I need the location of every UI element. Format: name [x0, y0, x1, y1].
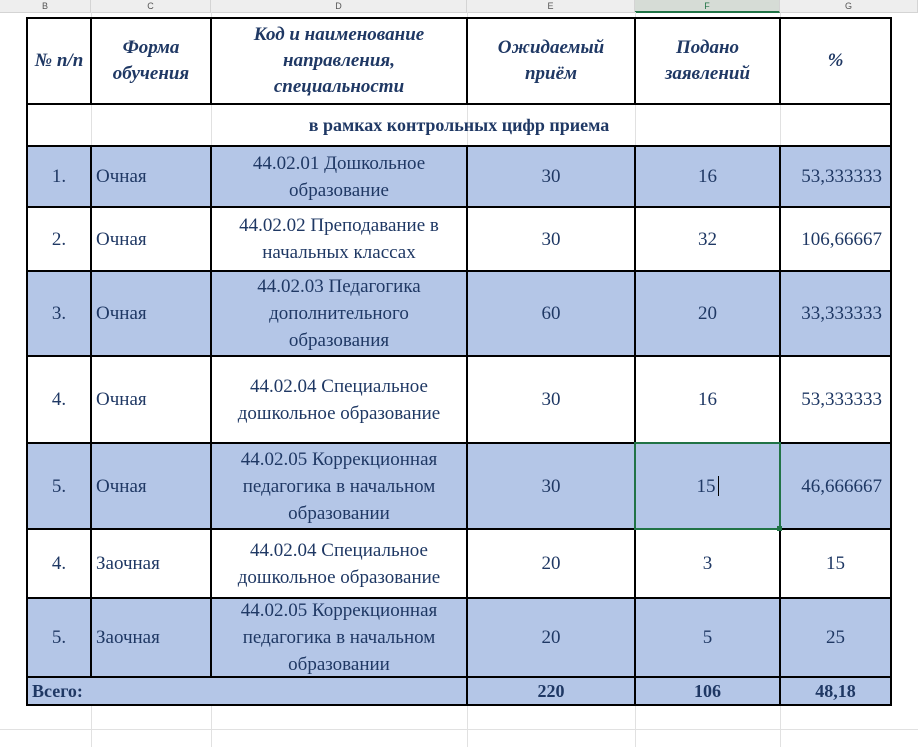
cell-form-text: Очная — [96, 389, 147, 410]
cell-form-text: Очная — [96, 166, 147, 187]
cell-program-text: 44.02.04 Специальное дошкольное образование — [237, 539, 441, 588]
cell-percent-text: 53,333333 — [801, 166, 882, 187]
header-num[interactable]: № п/п — [34, 50, 84, 71]
column-header-f[interactable]: F — [635, 0, 780, 13]
cell-submitted[interactable] — [635, 207, 780, 271]
cell-percent[interactable] — [780, 356, 891, 443]
cell-form[interactable] — [91, 146, 211, 207]
header-percent[interactable]: % — [827, 50, 844, 71]
cell-program[interactable] — [211, 529, 467, 598]
cell-expected-text: 30 — [541, 166, 561, 187]
cell-expected-text: 30 — [541, 389, 561, 410]
cell-program-text: 44.02.01 Дошкольное образование — [252, 152, 426, 201]
cell-percent[interactable] — [780, 598, 891, 677]
cell-percent-text: 15 — [826, 553, 845, 574]
cell-submitted[interactable] — [635, 356, 780, 443]
cell-program[interactable] — [211, 271, 467, 356]
column-header-b[interactable]: B — [0, 0, 91, 12]
cell-submitted-text: 16 — [698, 166, 717, 187]
cell-submitted-text: 20 — [698, 303, 717, 324]
cell-expected[interactable] — [467, 146, 635, 207]
cell-num[interactable] — [27, 529, 91, 598]
cell-form[interactable] — [91, 529, 211, 598]
cell-program-text: 44.02.02 Преподавание в начальных классах — [239, 215, 439, 263]
cell-submitted-text: 5 — [702, 627, 713, 648]
cell-program[interactable] — [211, 356, 467, 443]
cell-submitted[interactable] — [635, 271, 780, 356]
column-header-d[interactable]: D — [211, 0, 467, 12]
cell-program-text: 44.02.03 Педагогика дополнительного образования — [257, 276, 421, 351]
cell-percent[interactable] — [780, 529, 891, 598]
column-header-g[interactable]: G — [780, 0, 918, 12]
total-percent[interactable]: 48,18 — [815, 680, 856, 701]
cell-expected-text: 20 — [541, 627, 561, 648]
cell-expected-text: 30 — [541, 228, 561, 250]
cell-num[interactable] — [27, 443, 91, 529]
cell-submitted[interactable] — [635, 146, 780, 207]
cell-submitted[interactable] — [635, 529, 780, 598]
cell-percent-text: 46,666667 — [801, 475, 882, 497]
cell-program-text: 44.02.05 Коррекционная педагогика в начальном образовании — [240, 600, 438, 675]
cell-submitted[interactable] — [635, 443, 780, 529]
cell-num-text: 4. — [51, 389, 67, 410]
header-form[interactable]: Форма обучения — [112, 37, 190, 84]
cell-percent-text: 25 — [826, 627, 845, 648]
cell-program[interactable] — [211, 146, 467, 207]
cell-percent[interactable] — [780, 443, 891, 529]
cell-expected-text: 60 — [541, 303, 561, 324]
cell-submitted-text: 15 — [696, 475, 716, 497]
cell-num[interactable] — [27, 356, 91, 443]
cell-expected[interactable] — [467, 271, 635, 356]
cell-expected[interactable] — [467, 529, 635, 598]
cell-num-text: 4. — [51, 553, 67, 574]
total-label[interactable]: Всего: — [32, 680, 83, 701]
cell-submitted-text: 16 — [698, 389, 717, 410]
cell-program-text: 44.02.05 Коррекционная педагогика в начальном образовании — [240, 448, 438, 524]
cell-submitted[interactable] — [635, 598, 780, 677]
section-title[interactable]: в рамках контрольных цифр приема — [308, 114, 610, 135]
cell-program-text: 44.02.04 Специальное дошкольное образование — [237, 375, 441, 424]
cell-form[interactable] — [91, 271, 211, 356]
cell-num[interactable] — [27, 598, 91, 677]
cell-num[interactable] — [27, 271, 91, 356]
header-submitted[interactable]: Подано заявлений — [664, 37, 751, 84]
cell-program[interactable] — [211, 443, 467, 529]
cell-form[interactable] — [91, 598, 211, 677]
cell-expected[interactable] — [467, 207, 635, 271]
cell-percent[interactable] — [780, 146, 891, 207]
cell-num-text: 2. — [51, 228, 67, 250]
cell-num[interactable] — [27, 146, 91, 207]
column-header-c[interactable]: C — [91, 0, 211, 12]
column-header-e[interactable]: E — [467, 0, 635, 12]
cell-percent-text: 33,333333 — [801, 303, 882, 324]
cell-expected-text: 20 — [541, 553, 561, 574]
cell-num-text: 1. — [51, 166, 67, 187]
cell-submitted-text: 32 — [698, 228, 717, 250]
cell-expected[interactable] — [467, 598, 635, 677]
total-expected[interactable]: 220 — [537, 680, 565, 701]
cell-form[interactable] — [91, 356, 211, 443]
cell-expected[interactable] — [467, 356, 635, 443]
cell-percent[interactable] — [780, 207, 891, 271]
cell-num-text: 3. — [51, 303, 67, 324]
header-expected[interactable]: Ожидаемый приём — [497, 37, 605, 84]
cell-form-text: Очная — [96, 303, 147, 324]
cell-percent-text: 53,333333 — [801, 389, 882, 410]
cell-form-text: Очная — [96, 228, 147, 250]
cell-form-text: Заочная — [96, 553, 160, 574]
cell-form-text: Заочная — [96, 627, 160, 648]
header-code[interactable]: Код и наименование направления, специальности — [253, 24, 425, 97]
cell-num-text: 5. — [51, 475, 67, 497]
cell-submitted-text: 3 — [702, 553, 713, 574]
cell-num[interactable] — [27, 207, 91, 271]
cell-num-text: 5. — [51, 627, 67, 648]
cell-percent[interactable] — [780, 271, 891, 356]
text-cursor — [718, 476, 719, 496]
cell-expected[interactable] — [467, 443, 635, 529]
cell-percent-text: 106,66667 — [801, 228, 882, 250]
cell-form[interactable] — [91, 443, 211, 529]
cell-form[interactable] — [91, 207, 211, 271]
cell-expected-text: 30 — [541, 475, 561, 497]
cell-form-text: Очная — [96, 475, 147, 497]
cell-program[interactable] — [211, 598, 467, 677]
cell-program[interactable] — [211, 207, 467, 271]
total-submitted[interactable]: 106 — [694, 680, 721, 701]
